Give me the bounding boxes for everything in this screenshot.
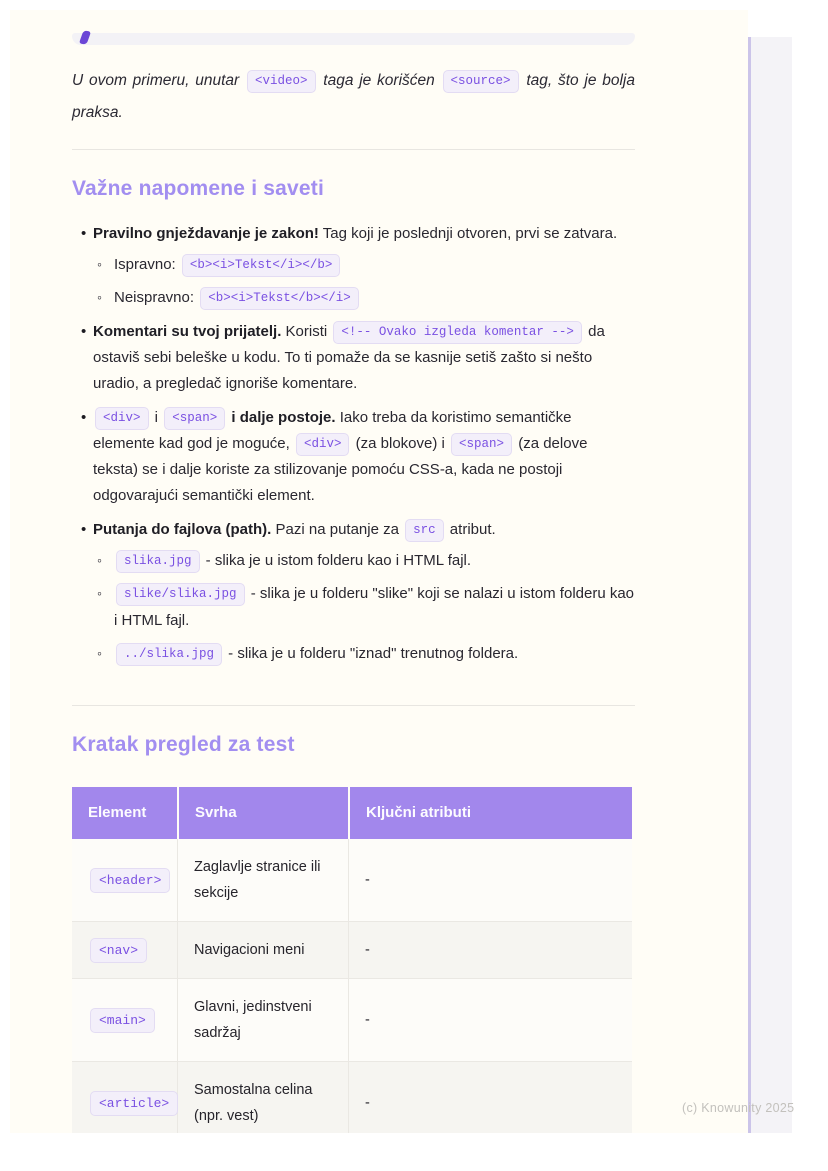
text-run: - slika je u folderu "iznad" trenutnog foldera. <box>224 645 519 662</box>
element-code-chip: <article> <box>90 1091 178 1116</box>
section-divider <box>72 149 635 150</box>
inline-code-chip: <span> <box>164 407 225 430</box>
inline-code-chip: <source> <box>443 70 519 93</box>
text-run: U ovom primeru, unutar <box>72 72 245 89</box>
cell-element <box>72 922 177 979</box>
text-run: - slika je u istom folderu kao i HTML fajl. <box>201 552 472 569</box>
cell-atributi: - <box>348 839 632 922</box>
notes-list <box>72 221 635 667</box>
cell-svrha: Zaglavlje stranice ili sekcije <box>177 839 348 922</box>
bold-text: Putanja do fajlova (path). <box>93 521 272 538</box>
text-run: Koristi <box>281 323 332 340</box>
code-fragment-mark <box>79 31 91 45</box>
note-item <box>72 517 635 667</box>
cell-element <box>72 1062 177 1133</box>
cell-atributi: - <box>348 1062 632 1133</box>
text-run: (za delove teksta) se i dalje koriste za stilizovanje pomoću CSS-a, kada ne postoji odgovarajući semantički element. <box>93 435 588 504</box>
inline-code-chip: <div> <box>95 407 149 430</box>
note-text <box>93 225 617 242</box>
content-bottom <box>72 705 635 1133</box>
intro-paragraph <box>72 65 635 129</box>
sub-note-item <box>93 580 635 634</box>
sub-note-item <box>93 251 635 278</box>
section-heading-napomene: Važne napomene i saveti <box>72 177 325 200</box>
inline-code-chip: slika.jpg <box>116 550 200 573</box>
bold-text: Pravilno gnježdavanje je zakon! <box>93 225 319 242</box>
text-run: atribut. <box>445 521 496 538</box>
page-margin-strip <box>751 37 792 1133</box>
text-run: i <box>150 409 163 426</box>
table-header-atributi: Ključni atributi <box>348 787 632 839</box>
note-text <box>93 323 605 392</box>
bold-text: Komentari su tvoj prijatelj. <box>93 323 282 340</box>
element-code-chip: <nav> <box>90 938 147 963</box>
cell-atributi: - <box>348 979 632 1062</box>
text-run: Ispravno: <box>114 256 180 273</box>
section-heading-pregled: Kratak pregled za test <box>72 733 295 756</box>
table-row <box>72 1062 632 1133</box>
summary-table <box>72 787 632 1133</box>
sub-note-item <box>93 547 635 574</box>
text-run: tag, što je bolja praksa. <box>72 72 635 121</box>
inline-code-chip: <b><i>Tekst</b></i> <box>200 287 359 310</box>
bold-text: i dalje postoje. <box>227 409 336 426</box>
cell-element <box>72 979 177 1062</box>
sub-note-item <box>93 640 635 667</box>
text-run: Iako treba da koristimo semantičke elemente kad god je moguće, <box>93 409 572 452</box>
table-row <box>72 839 632 922</box>
cell-element <box>72 839 177 922</box>
text-run: - slika je u folderu "slike" koji se nalazi u istom folderu kao i HTML fajl. <box>114 585 635 629</box>
element-code-chip: <header> <box>90 868 170 893</box>
table-row <box>72 922 632 979</box>
note-item <box>72 319 635 397</box>
inline-code-chip: <video> <box>247 70 316 93</box>
cut-off-code-block <box>72 33 635 45</box>
note-item <box>72 405 635 509</box>
cell-svrha: Glavni, jedinstveni sadržaj <box>177 979 348 1062</box>
table-body <box>72 839 632 1133</box>
text-run: Pazi na putanje za <box>271 521 404 538</box>
section-divider <box>72 705 635 706</box>
inline-code-chip: <span> <box>451 433 512 456</box>
inline-code-chip: slike/slika.jpg <box>116 583 245 606</box>
inline-code-chip: ../slika.jpg <box>116 643 222 666</box>
sub-notes-list <box>93 547 635 667</box>
cell-svrha: Samostalna celina (npr. vest) <box>177 1062 348 1133</box>
note-text <box>93 521 496 538</box>
inline-code-chip: <!-- Ovako izgleda komentar --> <box>333 321 582 344</box>
document-page <box>10 10 748 1133</box>
text-run: (za blokove) i <box>351 435 450 452</box>
table-header-row <box>72 787 632 839</box>
sub-note-item <box>93 284 635 311</box>
table-row <box>72 979 632 1062</box>
element-code-chip: <main> <box>90 1008 155 1033</box>
text-run: Neispravno: <box>114 289 199 306</box>
text-run: Tag koji je poslednji otvoren, prvi se zatvara. <box>318 225 618 242</box>
cell-svrha: Navigacioni meni <box>177 922 348 979</box>
watermark: (c) Knowunity 2025 <box>682 1101 795 1115</box>
text-run: da ostaviš sebi beleške u kodu. To ti pomaže da se kasnije setiš zašto si nešto uradio, a pregledač ignoriše komentare. <box>93 323 605 392</box>
note-text <box>93 409 587 504</box>
sub-notes-list <box>93 251 635 311</box>
inline-code-chip: <div> <box>296 433 350 456</box>
note-item <box>72 221 635 311</box>
table-header-svrha: Svrha <box>177 787 348 839</box>
inline-code-chip: src <box>405 519 444 542</box>
text-run: taga je korišćen <box>317 72 441 89</box>
table-header-element: Element <box>72 787 177 839</box>
cell-atributi: - <box>348 922 632 979</box>
inline-code-chip: <b><i>Tekst</i></b> <box>182 254 341 277</box>
content-top <box>72 10 635 675</box>
